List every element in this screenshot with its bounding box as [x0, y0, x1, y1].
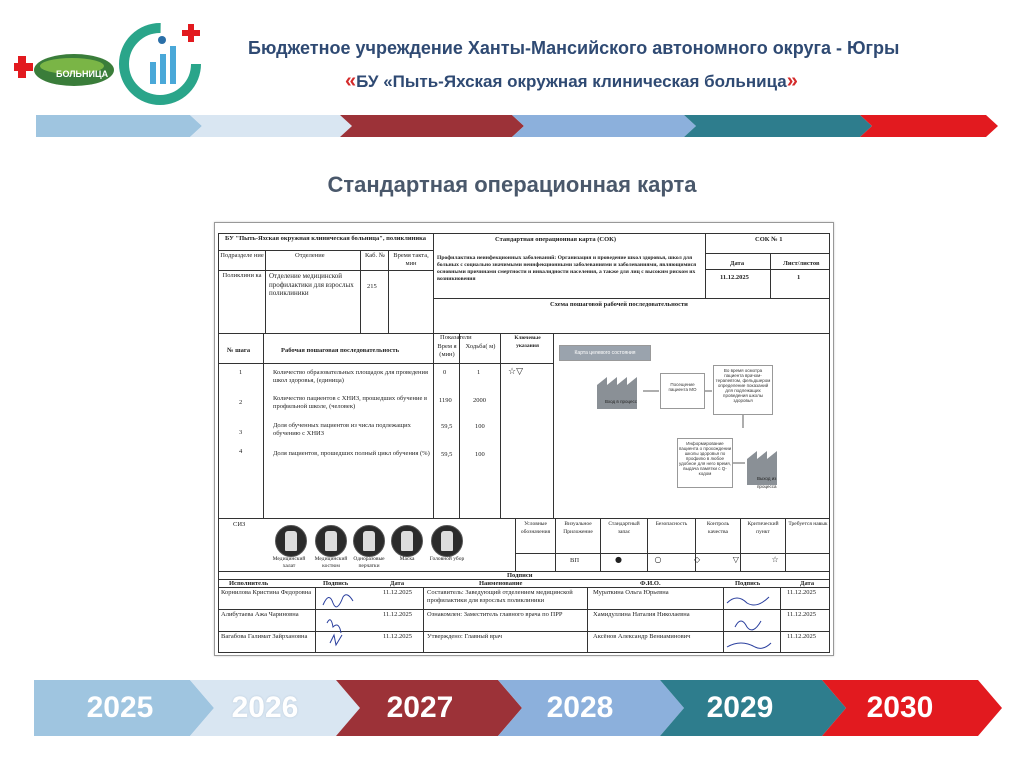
step-no: 4: [239, 448, 243, 455]
year-2025: 2025: [86, 691, 154, 724]
ppe-label: Головной убор: [429, 556, 465, 562]
signer-fio: Хамидуллина Наталия Николаевна: [593, 611, 690, 618]
sign-head: Дата: [390, 580, 405, 587]
doc-col-indicators: Показатели: [440, 334, 472, 341]
legend-vp: ВП: [570, 557, 580, 564]
doc-department: Отделение медицинской профилактики для взрослых поликлиники: [269, 272, 354, 297]
signer-fio: Аксёнов Александр Вениаминович: [593, 633, 691, 640]
quote-close: »: [786, 70, 798, 92]
legend-head: Условные обозначения: [520, 521, 551, 535]
sign-head: Наименование: [479, 580, 523, 587]
signer-fio: Мураткина Ольга Юрьевна: [593, 589, 669, 596]
sign-head: Исполнитель: [229, 580, 269, 587]
doc-date: 11.12.2025: [720, 274, 749, 281]
step-v2: 2000: [473, 397, 486, 404]
signer-role: Составитель: Заведующий отделением медицинской профилактики для взрослых поликлиники: [427, 589, 573, 604]
org-name: Бюджетное учреждение Ханты-Мансийского автономного округа - Югры: [248, 38, 900, 58]
signer-date: 11.12.2025: [383, 589, 413, 596]
doc-sok-no: СОК № 1: [755, 236, 783, 243]
doc-scheme-title: Схема пошаговой рабочей последовательности: [550, 301, 688, 308]
doc-col-time: Время такта, мин: [393, 252, 429, 267]
signer-date: 11.12.2025: [383, 633, 413, 640]
doc-col-ind-walk: Ходьба( м): [465, 343, 496, 350]
hospital-name: [345, 70, 798, 93]
step-v1: 0: [443, 369, 447, 376]
legend-head: Требуется навык: [788, 521, 828, 527]
operational-card-document: [214, 222, 834, 656]
doc-sheet: 1: [797, 274, 801, 281]
doc-cab: 215: [367, 283, 377, 290]
legend-head: Контроль качества: [706, 521, 730, 535]
step-v2: 100: [475, 423, 485, 430]
legend-head: Стандартный запас: [608, 521, 640, 535]
doc-org: БУ "Пыть-Яхская окружная клиническая больница", поликлиника: [225, 235, 426, 242]
year-2027: 2027: [386, 691, 454, 724]
year-2026: 2026: [231, 691, 299, 724]
legend-head: Визуальное Приложение: [563, 521, 593, 535]
signer-date: 11.12.2025: [383, 611, 413, 618]
signer-exec: Корнилова Кристина Федоровна: [221, 589, 312, 596]
flow-entry-label: Вход в процесс: [605, 399, 638, 404]
doc-sheet-label: Лист/листов: [783, 260, 820, 267]
doc-col-seq: Рабочая пошаговая последовательность: [281, 347, 400, 354]
signer-date2: 11.12.2025: [787, 633, 817, 640]
page-title: Стандартная операционная карта: [327, 172, 697, 197]
doc-col-ind-time: Врем я (мин): [437, 343, 457, 358]
sign-head: Ф.И.О.: [640, 580, 661, 587]
hospital-logo: [14, 44, 114, 92]
step-text: Количество образовательных площадок для проведения школ здоровья, (единица): [273, 369, 428, 384]
doc-col-no: № шага: [227, 347, 251, 354]
ppe-label: Одноразовые перчатки: [353, 556, 385, 569]
flow-exit-label: Выход из процесса: [757, 476, 777, 489]
sign-title: Подписи: [507, 572, 533, 579]
key-symbols: ☆▽: [508, 367, 523, 377]
doc-col-department: Отделение: [295, 252, 325, 259]
step-no: 3: [239, 429, 243, 436]
doc-card-title: Стандартная операционная карта (СОК): [495, 236, 617, 243]
step-v1: 59,5: [441, 423, 453, 430]
step-v2: 100: [475, 451, 485, 458]
doc-col-division: Подразделе ние: [220, 252, 264, 259]
signer-date2: 11.12.2025: [787, 611, 817, 618]
step-v2: 1: [477, 369, 481, 376]
step-text: Количество пациентов с ХНИЗ, прошедших обучение в профильной школе, (человек): [273, 395, 428, 410]
flow-step-visit: Посещение пациента МО: [660, 373, 705, 409]
step-text: Доля обученных пациентов из числа подлежащих обучению с ХНИЗ: [273, 422, 411, 437]
productivity-logo: [110, 18, 210, 110]
doc-col-key: Ключевые указания: [514, 335, 541, 349]
legend-symbols: ● ○ ◇ ▽ ☆: [615, 555, 779, 564]
signer-date2: 11.12.2025: [787, 589, 817, 596]
step-v1: 1190: [439, 397, 452, 404]
step-text: Доля пациентов, прошедших полный цикл обучения (%): [273, 450, 430, 457]
step-no: 2: [239, 399, 243, 406]
top-ribbon: [0, 113, 1024, 139]
doc-division: Поликлини ка: [222, 272, 262, 279]
signer-role: Ознакомлен: Заместитель главного врача по ПРР: [427, 611, 563, 618]
year-2028: 2028: [546, 691, 614, 724]
sign-head: Подпись: [323, 580, 349, 587]
hospital-name-text: БУ «Пыть-Яхская окружная клиническая больница: [356, 72, 787, 91]
legend-head: Безопасность: [655, 521, 688, 527]
handwritten-signatures: [215, 223, 833, 655]
target-state-box: Карта целевого состояния: [559, 345, 651, 361]
year-2029: 2029: [706, 691, 774, 724]
ppe-label: Медицинский халат: [272, 556, 306, 569]
ppe-label: Маска: [399, 556, 415, 562]
siz-label: СИЗ: [233, 521, 246, 528]
flow-step-exam: Во время осмотра пациента врачом-терапевтом, фельдшером определение показаний для подлежащих проведения школы здоровья: [713, 365, 773, 415]
logo-text: БОЛЬНИЦА: [56, 69, 109, 79]
flow-step-inform: Информирование пациента о прохождении школы здоровья по профилю в любое удобное для него время, выдача памятки с Q-кодом: [677, 438, 733, 488]
step-v1: 59,5: [441, 451, 453, 458]
year-2030: 2030: [866, 691, 934, 724]
doc-col-cab: Каб. №: [365, 252, 385, 259]
doc-date-label: Дата: [730, 260, 745, 267]
step-no: 1: [239, 369, 243, 376]
signer-exec: Вагабова Галимат Зайрхановна: [221, 633, 308, 640]
signer-role: Утверждено: Главный врач: [427, 633, 503, 640]
sign-head: Подпись: [735, 580, 761, 587]
legend-head: Критический пункт: [747, 521, 779, 535]
quote-open: «: [345, 70, 357, 92]
sign-head: Дата: [800, 580, 815, 587]
doc-description: Профилактика неинфекционных заболеваний: Организация и проведение школ здоровья, школ для больных с социально значимыми неинфекционными заболеваниями и заболеваниями, являющимися основными причинами смертности и инвалидности населения, а также для лиц с высоким риском их возникновения: [437, 255, 697, 282]
signer-exec: Алибутаева Ажа Чариновна: [221, 611, 299, 618]
ppe-label: Медицинский костюм: [314, 556, 348, 569]
